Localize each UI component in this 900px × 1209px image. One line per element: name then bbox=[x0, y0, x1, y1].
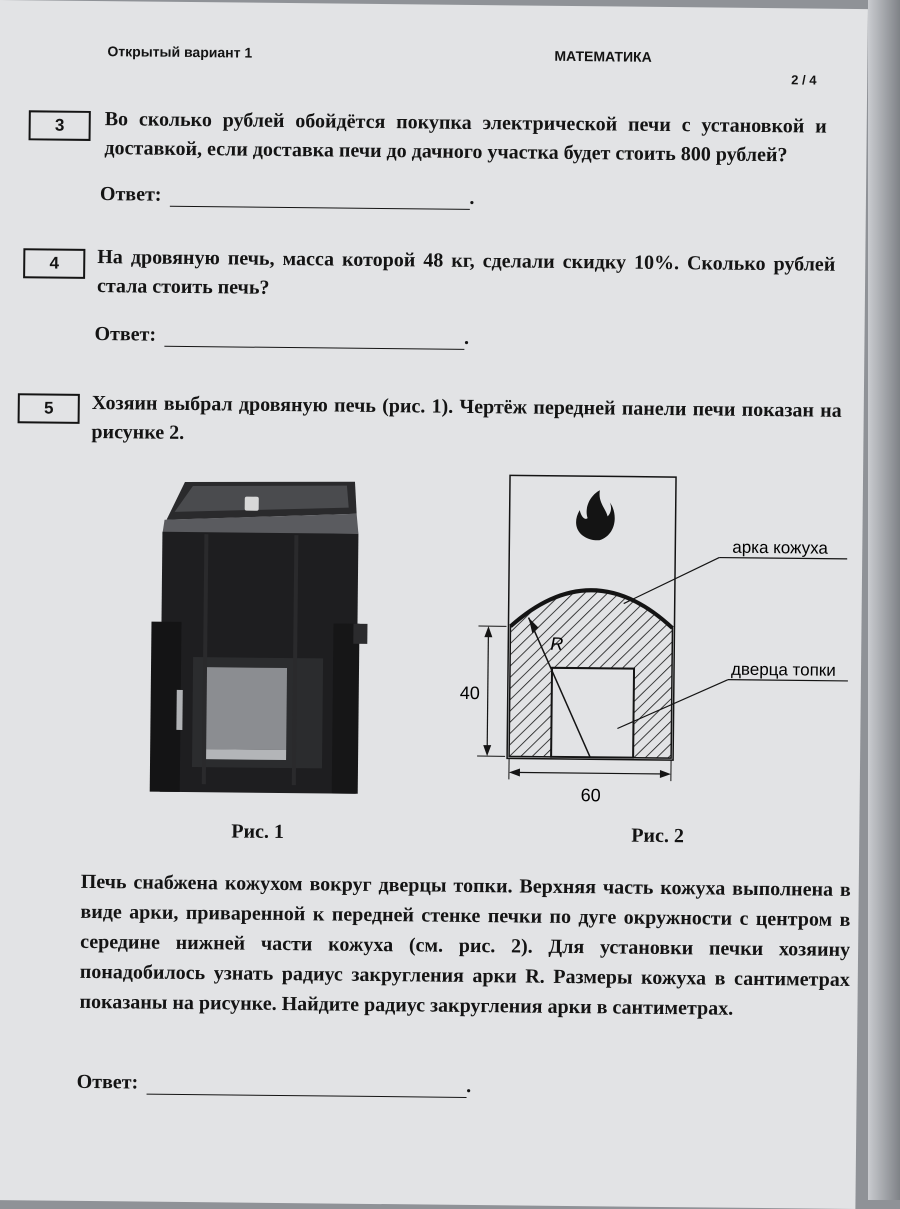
answer-line[interactable] bbox=[146, 1076, 466, 1098]
width-dimension-label: 60 bbox=[581, 785, 601, 805]
firebox-door bbox=[551, 668, 634, 758]
figure-1-caption: Рис. 1 bbox=[231, 820, 284, 844]
flame-icon bbox=[576, 490, 615, 540]
question-3-text: Во сколько рублей обойдётся покупка электрической печи с установкой и доставкой, если доставка печи до дачного участка будет стоить 800 рублей? bbox=[104, 105, 827, 171]
answer-line[interactable] bbox=[164, 328, 464, 350]
height-dimension-line bbox=[487, 629, 488, 753]
answer-label: Ответ: bbox=[77, 1071, 139, 1094]
door-label: дверца топки bbox=[731, 660, 836, 680]
problem-paragraph: Печь снабжена кожухом вокруг дверцы топки. Верхняя часть кожуха выполнена в виде арки, приваренной к передней стенке печки по дуге окружности с центром в середине нижней части кожуха (см. рис. 2). Для установки печки хозяину понадобилось узнать радиус закругления арки R. Размеры кожуха в сантиметрах показаны на рисунке. Найдите радиус закругления арки в сантиметрах. bbox=[79, 867, 851, 1025]
subject-header: МАТЕМАТИКА bbox=[554, 48, 651, 65]
question-3-answer: Ответ: . bbox=[100, 183, 475, 210]
question-5-text: Хозяин выбрал дровяную печь (рис. 1). Чертёж передней панели печи показан на рисунке 2. bbox=[91, 389, 842, 455]
arch-leader-line bbox=[624, 557, 719, 605]
height-dimension-label: 40 bbox=[460, 683, 480, 703]
figure-2-caption: Рис. 2 bbox=[631, 825, 684, 849]
answer-line[interactable] bbox=[169, 188, 469, 210]
answer-label: Ответ: bbox=[100, 183, 162, 206]
answer-label: Ответ: bbox=[94, 323, 156, 346]
page-edge bbox=[868, 0, 900, 1200]
question-4-answer: Ответ: . bbox=[94, 323, 469, 350]
question-4-number: 4 bbox=[23, 248, 85, 279]
question-5-number: 5 bbox=[18, 393, 80, 424]
question-3-number: 3 bbox=[29, 110, 91, 141]
variant-header: Открытый вариант 1 bbox=[107, 43, 252, 61]
question-4-text: На дровяную печь, масса которой 48 кг, сделали скидку 10%. Сколько рублей стала стоить печь? bbox=[97, 243, 836, 309]
arch-label: арка кожуха bbox=[732, 538, 828, 558]
figure-2-drawing bbox=[447, 467, 861, 816]
figure-1-stove-photo bbox=[142, 472, 386, 814]
width-dimension-line bbox=[512, 772, 668, 774]
question-5-answer: Ответ: . bbox=[77, 1071, 472, 1098]
radius-label: R bbox=[550, 634, 563, 654]
page-number: 2 / 4 bbox=[791, 72, 816, 87]
